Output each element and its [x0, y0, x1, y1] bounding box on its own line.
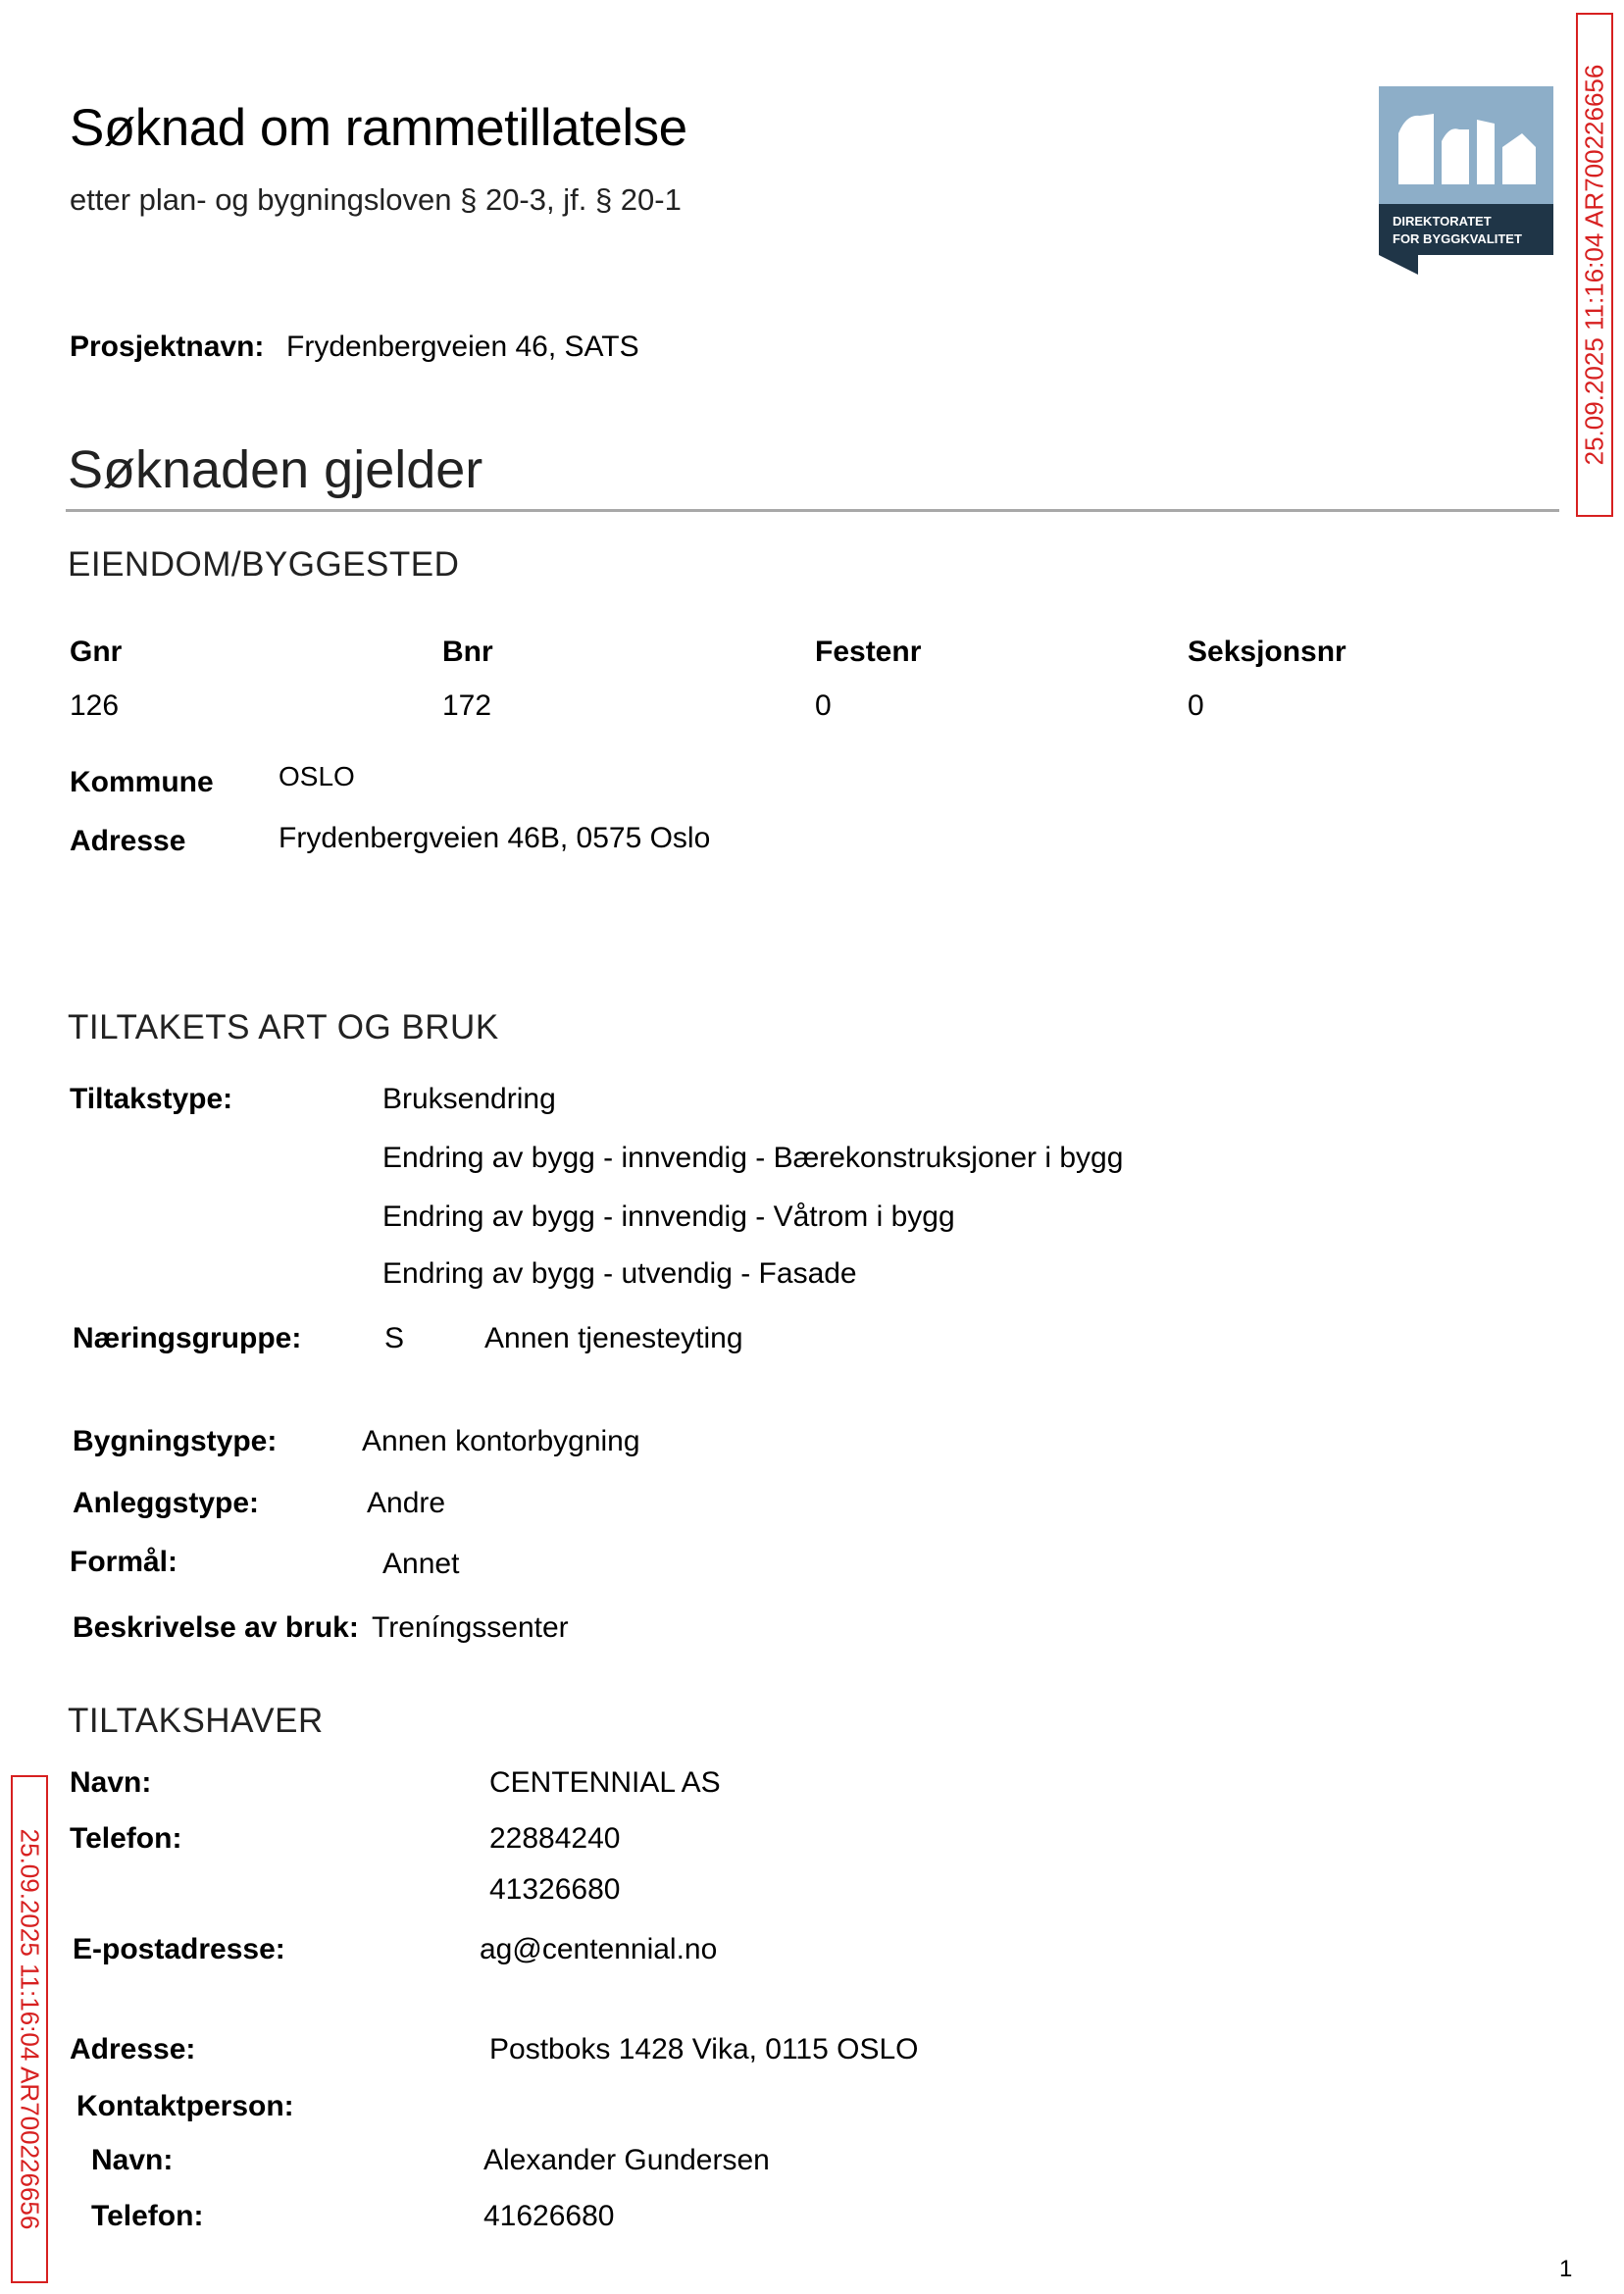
dibk-logo — [1379, 86, 1553, 275]
stamp-text: 25.09.2025 11:16:04 AR700226656 — [1579, 64, 1609, 466]
epost-value[interactable]: ag@centennial.no — [480, 1933, 718, 1965]
adresse-label: Adresse — [70, 825, 186, 857]
tiltakstype-item: Endring av bygg - innvendig - Våtrom i bygg — [382, 1200, 955, 1233]
bnr-label: Bnr — [442, 636, 493, 668]
naeringsgruppe-code: S — [384, 1322, 405, 1354]
tiltakshaver-adresse-label: Adresse: — [70, 2033, 196, 2065]
gnr-value: 126 — [70, 689, 120, 722]
tiltakshaver-heading: TILTAKSHAVER — [68, 1702, 324, 1740]
kommune-label: Kommune — [70, 766, 214, 798]
navn-value: CENTENNIAL AS — [489, 1766, 721, 1799]
naeringsgruppe-text: Annen tjenesteyting — [484, 1322, 743, 1354]
project-name-value: Frydenbergveien 46, SATS — [286, 331, 639, 363]
telefon-value-1: 22884240 — [489, 1822, 621, 1855]
tiltak-heading: TILTAKETS ART OG BRUK — [68, 1008, 499, 1046]
festenr-value: 0 — [815, 689, 832, 722]
bruk-label: Beskrivelse av bruk: — [73, 1611, 359, 1644]
logo-line-2: FOR BYGGKVALITET — [1393, 231, 1522, 246]
kontaktperson-label: Kontaktperson: — [76, 2090, 294, 2122]
archive-stamp-right — [1576, 13, 1613, 517]
stamp-text: 25.09.2025 11:16:04 AR700226656 — [15, 1828, 45, 2230]
section-divider — [66, 509, 1559, 512]
project-name-label: Prosjektnavn: — [70, 331, 265, 363]
adresse-value: Frydenbergveien 46B, 0575 Oslo — [279, 822, 711, 854]
page-number: 1 — [1559, 2256, 1573, 2282]
document-title: Søknad om rammetillatelse — [70, 99, 687, 157]
kontakt-telefon-value: 41626680 — [483, 2200, 615, 2232]
festenr-label: Festenr — [815, 636, 922, 668]
kontakt-navn-value: Alexander Gundersen — [483, 2144, 770, 2176]
tiltakshaver-adresse-value: Postboks 1428 Vika, 0115 OSLO — [489, 2033, 919, 2065]
seksjonsnr-label: Seksjonsnr — [1188, 636, 1346, 668]
tiltakstype-label: Tiltakstype: — [70, 1083, 233, 1115]
anleggstype-label: Anleggstype: — [73, 1487, 260, 1519]
seksjonsnr-value: 0 — [1188, 689, 1204, 722]
epost-label: E-postadresse: — [73, 1933, 285, 1965]
naeringsgruppe-label: Næringsgruppe: — [73, 1322, 302, 1354]
bruk-value: Treníngssenter — [372, 1611, 569, 1644]
bnr-value: 172 — [442, 689, 492, 722]
logo-line-1: DIREKTORATET — [1393, 214, 1492, 229]
formaal-value: Annet — [382, 1548, 460, 1580]
logo-flag-tail — [1379, 255, 1418, 275]
eiendom-heading: EIENDOM/BYGGESTED — [68, 545, 460, 584]
archive-stamp-left — [11, 1775, 48, 2283]
tiltakstype-item: Endring av bygg - utvendig - Fasade — [382, 1257, 857, 1290]
bygningstype-label: Bygningstype: — [73, 1425, 278, 1457]
kommune-value: OSLO — [279, 761, 355, 791]
bygningstype-value: Annen kontorbygning — [362, 1425, 640, 1457]
tiltakstype-item: Endring av bygg - innvendig - Bærekonstruksjoner i bygg — [382, 1142, 1124, 1174]
logo-bottom-panel — [1379, 204, 1553, 255]
document-subtitle: etter plan- og bygningsloven § 20-3, jf. § 20-1 — [70, 182, 682, 217]
gnr-label: Gnr — [70, 636, 123, 668]
kontakt-telefon-label: Telefon: — [91, 2200, 204, 2232]
anleggstype-value: Andre — [367, 1487, 446, 1519]
formaal-label: Formål: — [70, 1546, 178, 1578]
tiltakstype-item: Bruksendring — [382, 1083, 556, 1115]
navn-label: Navn: — [70, 1766, 152, 1799]
telefon-label: Telefon: — [70, 1822, 182, 1855]
kontakt-navn-label: Navn: — [91, 2144, 174, 2176]
section-title: Søknaden gjelder — [68, 440, 483, 499]
telefon-value-2: 41326680 — [489, 1873, 621, 1906]
